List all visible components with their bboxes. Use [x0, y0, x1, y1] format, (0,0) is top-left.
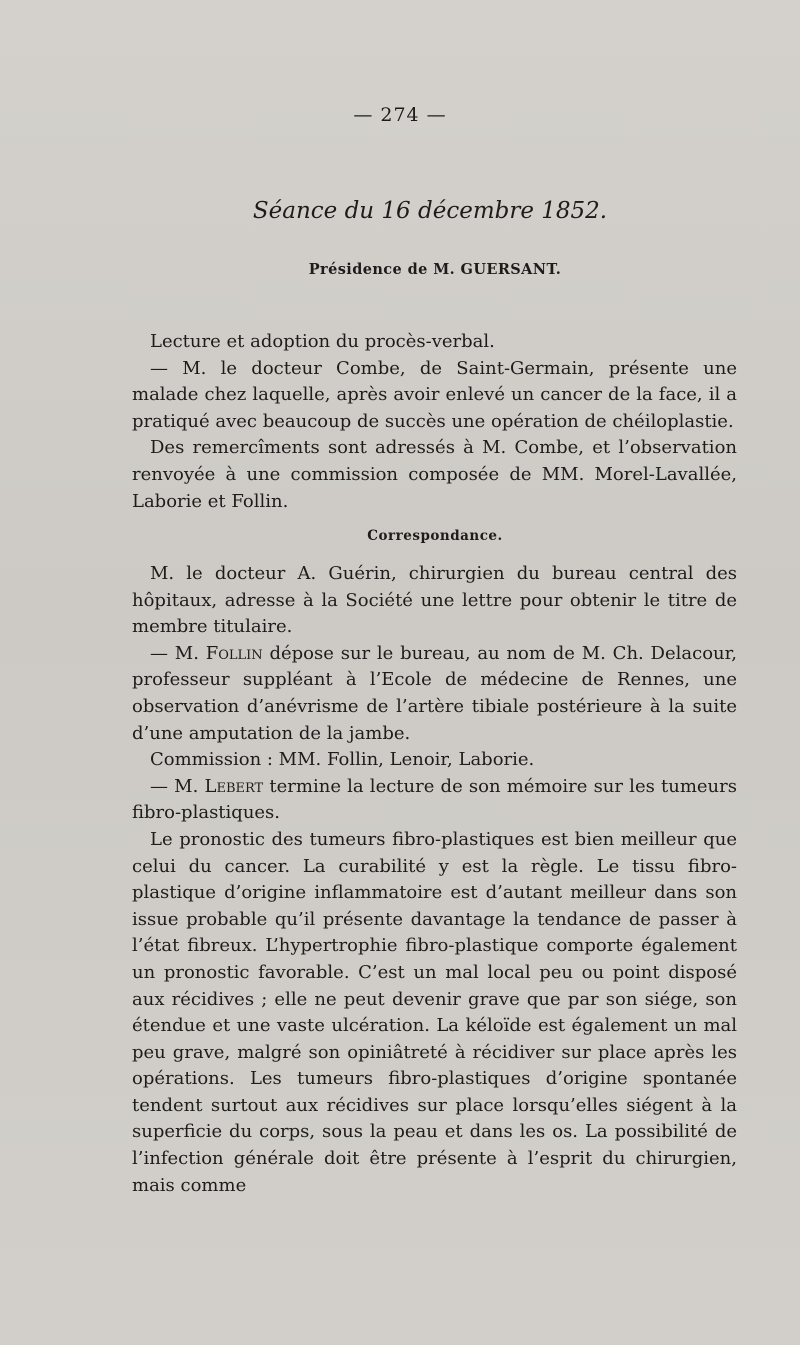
paragraph-commission-follin: Commission : MM. Follin, Lenoir, Laborie.	[150, 749, 535, 771]
presidence-line: Présidence de M. GUERSANT.	[308, 261, 562, 278]
paragraph-follin-deposit	[132, 641, 737, 747]
paragraph-proces-verbal: Lecture et adoption du procès-verbal.	[150, 331, 495, 352]
paragraph-combe-presentation: — M. le docteur Combe, de Saint-Germain, présente une malade chez laquelle, après avoir enlevé un cancer de la face, il a pratiqué avec beaucoup de succès une opération de chéiloplastie.	[132, 357, 737, 432]
session-title: Séance du 16 décembre 1852.	[252, 198, 608, 224]
lebert-text: termine la lecture de son mémoire sur les tumeurs fibro-plastiques.	[132, 775, 737, 824]
paragraph-guerin-letter: M. le docteur A. Guérin, chirurgien du bureau central des hôpitaux, adresse à la Société une lettre pour obtenir le titre de membre titulaire.	[132, 563, 737, 638]
follin-prefix: — M.	[150, 642, 206, 664]
opening-minutes	[132, 329, 737, 515]
page-number: — 274 —	[353, 104, 447, 126]
paragraph-lebert-memoir	[132, 774, 737, 827]
lebert-prefix: — M.	[150, 775, 205, 797]
paragraph-pronostic: Le pronostic des tumeurs fibro-plastiques est bien meilleur que celui du cancer. La curabilité y est la règle. Le tissu fibro-plastique d’origine inflammatoire est d’autant meilleur dans son issue probable qu’il présente davantage la tendance de passer à l’état fibreux. L’hypertrophie fibro-plastique comporte également un pronostic favorable. C’est un mal local peu ou point disposé aux récidives ; elle ne peut devenir grave que par son siége, son étendue et une vaste ulcération. La kéloïde est également un mal peu grave, malgré son opiniâtreté à récidiver sur place après les opérations. Les tumeurs fibro-plastiques d’origine spontanée tendent surtout aux récidives sur place lorsqu’elles siégent à la superficie du corps, sous la peau et dans les os. La possibilité de l’infection générale doit être présente à l’esprit du chirurgien, mais comme	[132, 828, 737, 1196]
follin-text: dépose sur le bureau, au nom de M. Ch. Delacour, professeur suppléant à l’Ecole de médecine de Rennes, une observation d’anévrisme de l’artère tibiale postérieure à la suite d’une amputation de la jambe.	[132, 642, 737, 744]
lebert-name: Lebert	[204, 775, 264, 797]
follin-name: Follin	[205, 642, 263, 664]
paragraph-commission: Des remercîments sont adressés à M. Combe, et l’observation renvoyée à une commission composée de MM. Morel-Lavallée, Laborie et Follin.	[132, 437, 737, 512]
correspondance-section	[132, 561, 737, 1199]
correspondance-heading: Correspondance.	[367, 528, 503, 544]
